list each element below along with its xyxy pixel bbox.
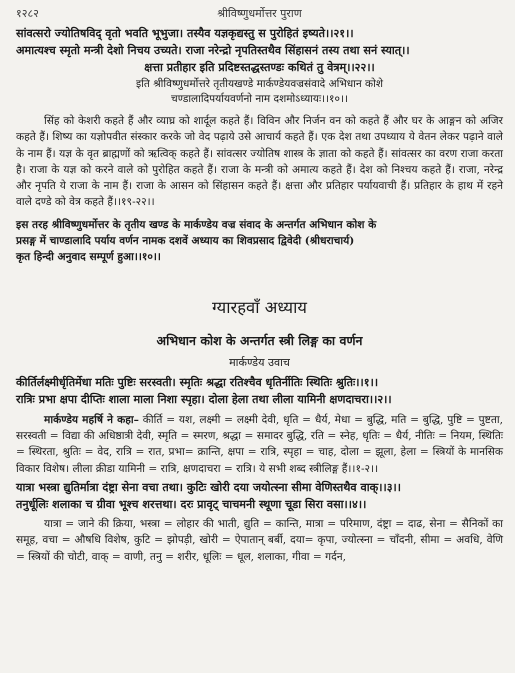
translation-paragraph: सिंह को केशरी कहते हैं और व्याघ्र को शार्दूल कहते हैं। विविन और निर्जन वन को कहते हैं और घर के आङ्गन को अजिर कहते हैं। शिष्य का यज्ञोपवीत संस्कार करके जो वेद पढ़ाये उसे आचार्य कहते हैं। एक देश तथा उपध्याय ये वेतन लेकर पढ़ाने वाले के नाम हैं। यज्ञ के वृत ब्राह्मणों को ऋत्विक् कहते हैं। सांवत्सर ज्योतिष शास्त्र के ज्ञाता को कहते हैं। सांवत्सर का वरण राजा करता है। राजा के यज्ञ को करने वाले को पुरोहित कहते हैं। राजा के मन्त्री को अमात्य कहते हैं। देश को निश्चय कहते हैं। राजा, नरेन्द्र और नृपति ये राजा के नाम हैं। राजा के आसन को सिंहासन कहते हैं। क्षत्ता और प्रतिहार पर्यायवाची हैं। प्रतिहार के हाथ में रहने वाले दण्डे को वेत्र कहते हैं।।१९-२२।। — [16, 115, 503, 209]
verse-line: रात्रिः प्रभा क्षपा दीप्तिः शाला माला निशा स्पृहा। दोला हेला तथा लीला यामिनी क्षणदाचरा।।२।। — [16, 391, 392, 406]
chapter-subtitle: अभिधान कोश के अन्तर्गत स्त्री लिङ्ग का वर्णन — [156, 332, 363, 348]
colophon-line: इति श्रीविष्णुधर्मोत्तरे तृतीयखण्डे मार्कण्डेयवज्रसंवादे अभिधान कोशे — [136, 78, 383, 90]
chapter-heading: ग्यारहवाँ अध्याय — [212, 297, 307, 317]
hindi-colophon — [16, 217, 503, 265]
page-header — [16, 6, 503, 22]
colophon-line: इस तरह श्रीविष्णुधर्मोत्तर के तृतीय खण्ड के मार्कण्डेय वज्र संवाद के अन्तर्गत अभिधान कोश के — [16, 218, 377, 231]
commentary-lead: मार्कण्डेय महर्षि ने कहा– — [44, 413, 139, 426]
running-title: श्रीविष्णुधर्मोत्तर पुराण — [217, 7, 302, 20]
sanskrit-colophon — [16, 77, 503, 107]
verse-line: सांवत्सरो ज्योतिषविद् वृतो भवति भूभुजा। तस्यैव यज्ञकृद्यस्तु स पुरोहितं इष्यते।।२१।। — [16, 26, 354, 40]
colophon-line: चण्डालादिपर्यायवर्णनो नाम दशमोऽध्यायः।।१०।। — [171, 93, 348, 105]
verse-line: तनुर्धूलिः शलाका च ग्रीवा भूश्च शरत्तथा। दरः प्रावृट् चाचमनी स्थूणा चूडा सिरा वसा।।४।। — [16, 496, 367, 511]
colophon-line: प्रसङ्ग में चाण्डालादि पर्याय वर्णन नामक दशवें अध्याय का शिवप्रसाद द्विवेदी (श्रीधराचार्य) — [16, 234, 355, 247]
commentary-paragraph-1 — [16, 412, 503, 477]
verse-line: कीर्तिर्लक्ष्मीर्धृतिर्मेधा मतिः पुष्टिः सरस्वती। स्मृतिः श्रद्धा रतिश्चैव धृतिर्नीतिः स्थितिः श्रुतिः।।१।। — [16, 374, 379, 389]
verse-line: अमात्यश्च स्मृतो मन्त्री देशो निचय उच्यते। राजा नरेन्द्रो नृपतिस्तथैव सिंहासनं तस्य तथा सनं स्यात्।। — [16, 43, 410, 57]
speaker-label: मार्कण्डेय उवाच — [229, 355, 290, 369]
verse-block-2 — [16, 479, 503, 513]
commentary-text: कीर्ति = यश, लक्ष्मी = लक्ष्मी देवी, धृति = धैर्य, मेधा = बुद्धि, मति = बुद्धि, पुष्टि = पुष्टता, सरस्वती = विद्या की अधिष्ठात्री देवी, स्मृति = स्मरण, श्रद्धा = समादर बुद्धि, रति = स्नेह, धृतिः = धैर्य, नीतिः = नियम, स्थितिः = स्थिरता, श्रुतिः = वेद, रात्रि = रात, प्रभा= क्रान्ति, क्षपा = रात्रि, स्पृहा = चाह, दोला = झूला, हेला = स्त्रियों के मानसिक विकार विशेष। लीला क्रीडा यामिनी = रात्रि, क्षणदाचरा = रात्रि। ये सभी शब्द स्त्रीलिङ्ग हैं।।१-२।। — [16, 413, 503, 475]
colophon-line: कृत हिन्दी अनुवाद सम्पूर्ण हुआ।।१०।। — [16, 250, 161, 263]
verse-block-1 — [16, 374, 503, 408]
top-verses — [16, 25, 503, 76]
verse-line: यात्रा भस्त्रा द्युतिर्मात्रा दंष्ट्रा सेना वचा तथा। कुटिः खोरी दया जयोत्स्ना सीमा वेणिस्तथैव वाक्।।३।। — [16, 479, 402, 494]
page-number: १२८२ — [16, 7, 39, 20]
commentary-paragraph-2: यात्रा = जाने की क्रिया, भस्त्रा = लोहार की भाती, द्युति = कान्ति, मात्रा = परिमाण, दंष्ट्रा = दाढ, सेना = सैनिकों का समूह, वचा = औषधि विशेष, कुटि = झोपड़ी, खोरी = ऐपातान् बर्बी, दया= कृपा, ज्योत्स्ना = चाँदनी, सीमा = अवधि, वेणि = स्त्रियों की चोटी, वाक् = वाणी, तनु = शरीर, धूलिः = धूल, शलाका, गीवा = गर्दन, — [16, 517, 503, 563]
verse-line: क्षत्ता प्रतीहार इति प्रदिष्टस्तद्धस्तण्डः कथितं तु वेत्रम्।।२२।। — [144, 60, 375, 74]
